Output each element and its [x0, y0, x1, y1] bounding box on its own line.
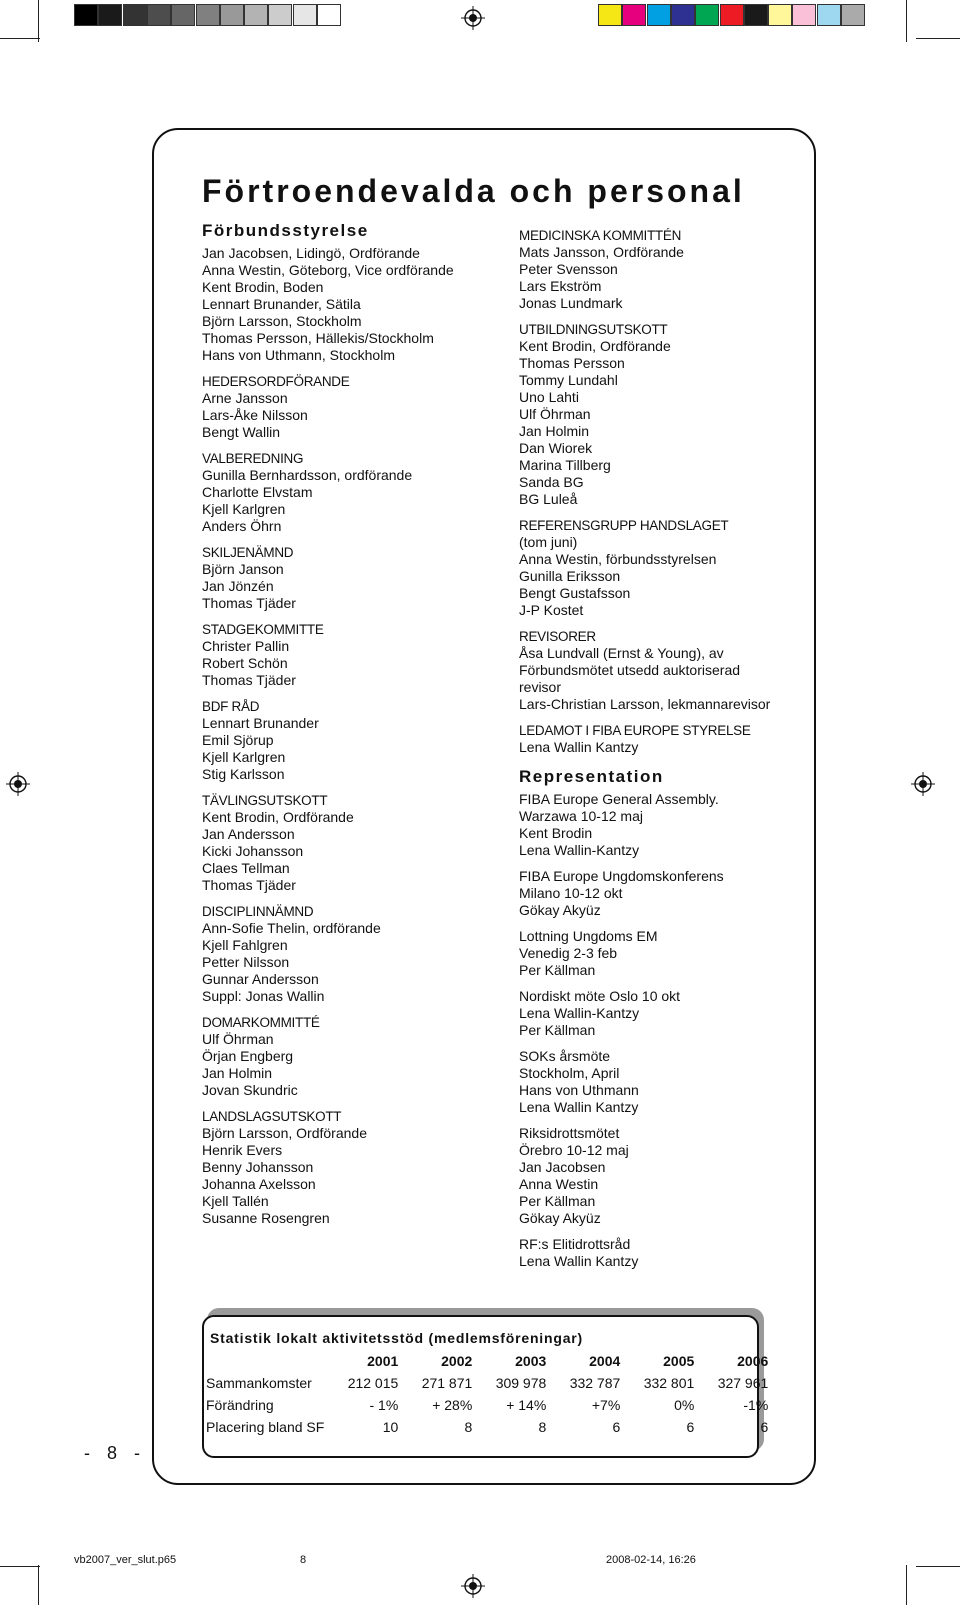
committee-heading: VALBEREDNING: [202, 451, 304, 466]
committee-member: Anders Öhrn: [202, 518, 282, 534]
table-cell: - 1%: [369, 1397, 399, 1413]
board-section: [202, 222, 502, 364]
committee-member: Arne Jansson: [202, 390, 288, 406]
table-header-year: 2001: [367, 1353, 399, 1369]
representation-line: Lena Wallin Kantzy: [519, 1099, 639, 1115]
committee-member: Bengt Wallin: [202, 424, 281, 440]
table-cell: 212 015: [347, 1375, 399, 1391]
table-row: [206, 1372, 768, 1394]
representation-line: Lena Wallin-Kantzy: [519, 842, 640, 858]
color-swatch: [647, 4, 671, 26]
crop-mark: [916, 1566, 960, 1567]
table-header-year: 2006: [737, 1353, 769, 1369]
table-row-label: Placering bland SF: [206, 1419, 325, 1435]
committee-member: Stig Karlsson: [202, 766, 285, 782]
representation-item: [519, 928, 809, 979]
committee-heading: UTBILDNINGSUTSKOTT: [519, 322, 668, 337]
table-row: [206, 1416, 768, 1438]
committee-member: Thomas Tjäder: [202, 595, 296, 611]
committee-member: Jan Jönzén: [202, 578, 274, 594]
registration-mark-icon: [911, 772, 935, 796]
table-cell: 332 801: [643, 1375, 695, 1391]
grey-swatch: [147, 4, 171, 26]
committee-member: Suppl: Jonas Wallin: [202, 988, 325, 1004]
table-cell: 332 787: [569, 1375, 621, 1391]
committee-member: Kent Brodin, Ordförande: [519, 338, 671, 354]
committee-heading: LANDSLAGSUTSKOTT: [202, 1109, 342, 1124]
table-cell: 8: [464, 1419, 473, 1435]
table-cell: 0%: [674, 1397, 695, 1413]
representation-line: RF:s Elitidrottsråd: [519, 1236, 631, 1252]
board-member: Kent Brodin, Boden: [202, 279, 324, 295]
grey-swatch: [196, 4, 220, 26]
representation-line: Per Källman: [519, 962, 596, 978]
committee-member: Lars Ekström: [519, 278, 602, 294]
representation-line: Gökay Akyüz: [519, 1210, 601, 1226]
committee-section: [202, 1014, 502, 1099]
table-cell: 10: [382, 1419, 399, 1435]
committee-heading: REFERENSGRUPP HANDSLAGET: [519, 518, 729, 533]
committee-member: Uno Lahti: [519, 389, 579, 405]
committee-member: Peter Svensson: [519, 261, 618, 277]
table-cell: +7%: [591, 1397, 621, 1413]
committee-section: [202, 450, 502, 535]
committee-member: Förbundsmötet utsedd auktoriserad: [519, 662, 741, 678]
table-cell: 309 978: [495, 1375, 547, 1391]
color-swatch: [744, 4, 768, 26]
table-row-label: Sammankomster: [206, 1375, 312, 1391]
board-member: Jan Jacobsen, Lidingö, Ordförande: [202, 245, 420, 261]
committee-member: Jan Holmin: [202, 1065, 273, 1081]
committee-heading: REVISORER: [519, 629, 596, 644]
board-member: Anna Westin, Göteborg, Vice ordförande: [202, 262, 454, 278]
color-swatch: [792, 4, 816, 26]
representation-line: Hans von Uthmann: [519, 1082, 639, 1098]
committee-section: [202, 698, 502, 783]
representation-line: Kent Brodin: [519, 825, 593, 841]
representation-item: [519, 1125, 809, 1227]
committee-heading: TÄVLINGSUTSKOTT: [202, 793, 328, 808]
representation-item: [519, 1048, 809, 1116]
committee-member: Ann-Sofie Thelin, ordförande: [202, 920, 381, 936]
table-cell: 6: [760, 1419, 769, 1435]
committee-member: Åsa Lundvall (Ernst & Young), av: [519, 645, 724, 661]
left-column: [202, 222, 502, 1236]
committee-section: [202, 903, 502, 1005]
representation-line: Lena Wallin-Kantzy: [519, 1005, 640, 1021]
committee-member: Örjan Engberg: [202, 1048, 294, 1064]
representation-list: [519, 791, 809, 1270]
committee-member: Thomas Tjäder: [202, 672, 296, 688]
committee-member: Kicki Johansson: [202, 843, 304, 859]
committee-member: BG Luleå: [519, 491, 578, 507]
color-swatch: [720, 4, 744, 26]
committee-section: [519, 227, 809, 312]
representation-line: Warzawa 10-12 maj: [519, 808, 643, 824]
footer-page: 8: [300, 1554, 307, 1566]
table-header-cell: [206, 1350, 324, 1372]
committee-member: Ulf Öhrman: [519, 406, 591, 422]
table-cell: 327 961: [717, 1375, 769, 1391]
committee-member: Jan Andersson: [202, 826, 295, 842]
committee-member: (tom juni): [519, 534, 578, 550]
committee-member: Benny Johansson: [202, 1159, 314, 1175]
committee-member: Lars-Åke Nilsson: [202, 407, 308, 423]
board-member: Hans von Uthmann, Stockholm: [202, 347, 395, 363]
registration-mark-icon: [461, 6, 485, 30]
representation-line: Riksidrottsmötet: [519, 1125, 620, 1141]
table-row-label: Förändring: [206, 1397, 274, 1413]
committee-section: [202, 544, 502, 612]
grey-swatch: [317, 4, 341, 26]
committee-member: Jovan Skundric: [202, 1082, 298, 1098]
committee-member: Marina Tillberg: [519, 457, 611, 473]
crop-mark: [38, 1565, 39, 1605]
crop-mark: [906, 1565, 907, 1605]
table-header-year: 2005: [663, 1353, 695, 1369]
committee-member: Emil Sjörup: [202, 732, 274, 748]
representation-item: [519, 988, 809, 1039]
committee-heading: MEDICINSKA KOMMITTÉN: [519, 228, 682, 243]
committee-member: Björn Larsson, Ordförande: [202, 1125, 367, 1141]
committee-section: [519, 321, 809, 508]
board-heading: Förbundsstyrelse: [202, 221, 369, 240]
committee-member: Thomas Persson: [519, 355, 625, 371]
committee-heading: DISCIPLINNÄMND: [202, 904, 314, 919]
representation-line: SOKs årsmöte: [519, 1048, 611, 1064]
committee-member: Jonas Lundmark: [519, 295, 623, 311]
color-swatch: [622, 4, 646, 26]
committee-section: [519, 517, 809, 619]
committee-member: Gunilla Eriksson: [519, 568, 621, 584]
representation-line: Milano 10-12 okt: [519, 885, 623, 901]
committee-member: Kjell Fahlgren: [202, 937, 288, 953]
representation-line: Venedig 2-3 feb: [519, 945, 618, 961]
committee-member: revisor: [519, 679, 562, 695]
grey-swatch: [268, 4, 292, 26]
grey-swatch: [171, 4, 195, 26]
committee-heading: DOMARKOMMITTÉ: [202, 1015, 320, 1030]
table-cell: 6: [612, 1419, 621, 1435]
stats-table: [206, 1350, 768, 1438]
color-swatch: [671, 4, 695, 26]
representation-line: Lottning Ungdoms EM: [519, 928, 658, 944]
representation-item: [519, 868, 809, 919]
right-committee-list: [519, 227, 809, 756]
committee-member: Lena Wallin Kantzy: [519, 739, 639, 755]
representation-line: Jan Jacobsen: [519, 1159, 606, 1175]
committee-member: Johanna Axelsson: [202, 1176, 316, 1192]
committee-member: Thomas Tjäder: [202, 877, 296, 893]
table-header-year: 2004: [589, 1353, 621, 1369]
board-member: Thomas Persson, Hällekis/Stockholm: [202, 330, 434, 346]
grey-swatch: [293, 4, 317, 26]
representation-line: Stockholm, April: [519, 1065, 620, 1081]
committee-section: [202, 621, 502, 689]
grey-swatch: [220, 4, 244, 26]
table-cell: 271 871: [421, 1375, 473, 1391]
table-header-row: [206, 1350, 768, 1372]
committee-section: [202, 373, 502, 441]
representation-section: [519, 768, 809, 1270]
grey-swatch: [123, 4, 147, 26]
committee-heading: HEDERSORDFÖRANDE: [202, 374, 350, 389]
committee-heading: LEDAMOT I FIBA EUROPE STYRELSE: [519, 723, 751, 738]
committee-member: Kjell Karlgren: [202, 501, 286, 517]
committee-member: Kent Brodin, Ordförande: [202, 809, 354, 825]
table-row: [206, 1394, 768, 1416]
committee-heading: BDF RÅD: [202, 699, 260, 714]
committee-member: Gunnar Andersson: [202, 971, 319, 987]
footer-filename: vb2007_ver_slut.p65: [74, 1554, 177, 1566]
committee-member: Henrik Evers: [202, 1142, 283, 1158]
committee-member: Kjell Karlgren: [202, 749, 286, 765]
committee-member: Susanne Rosengren: [202, 1210, 330, 1226]
committee-section: [519, 628, 809, 713]
table-header-year: 2003: [515, 1353, 547, 1369]
representation-line: FIBA Europe General Assembly.: [519, 791, 719, 807]
committee-section: [202, 1108, 502, 1227]
color-swatch: [695, 4, 719, 26]
committee-member: Björn Janson: [202, 561, 284, 577]
committee-member: J-P Kostet: [519, 602, 584, 618]
committee-member: Tommy Lundahl: [519, 372, 618, 388]
committee-member: Gunilla Bernhardsson, ordförande: [202, 467, 413, 483]
registration-mark-icon: [6, 772, 30, 796]
board-member: Lennart Brunander, Sätila: [202, 296, 361, 312]
color-swatch: [598, 4, 622, 26]
committee-section: [202, 792, 502, 894]
representation-item: [519, 791, 809, 859]
committee-member: Sanda BG: [519, 474, 584, 490]
committee-member: Ulf Öhrman: [202, 1031, 274, 1047]
page-title: Förtroendevalda och personal: [202, 173, 745, 209]
table-header-year: 2002: [441, 1353, 473, 1369]
grey-swatch: [74, 4, 98, 26]
board-member-list: [202, 245, 502, 364]
table-cell: -1%: [743, 1397, 769, 1413]
committee-heading: STADGEKOMMITTE: [202, 622, 324, 637]
right-column: [519, 227, 809, 1279]
committee-section: [519, 722, 809, 756]
committee-member: Christer Pallin: [202, 638, 290, 654]
representation-line: FIBA Europe Ungdomskonferens: [519, 868, 724, 884]
board-member: Björn Larsson, Stockholm: [202, 313, 362, 329]
crop-mark: [38, 0, 39, 42]
representation-line: Nordiskt möte Oslo 10 okt: [519, 988, 681, 1004]
committee-member: Lars-Christian Larsson, lekmannarevisor: [519, 696, 771, 712]
grey-swatch: [244, 4, 268, 26]
representation-line: Gökay Akyüz: [519, 902, 601, 918]
stats-table-title: Statistik lokalt aktivitetsstöd (medlemsföreningar): [210, 1330, 583, 1346]
committee-member: Charlotte Elvstam: [202, 484, 313, 500]
committee-heading: SKILJENÄMND: [202, 545, 294, 560]
registration-mark-icon: [461, 1574, 485, 1598]
grey-swatch: [98, 4, 122, 26]
representation-item: [519, 1236, 809, 1270]
left-committee-list: [202, 373, 502, 1227]
representation-line: Per Källman: [519, 1193, 596, 1209]
color-swatch: [817, 4, 841, 26]
crop-mark: [0, 1566, 40, 1567]
representation-line: Lena Wallin Kantzy: [519, 1253, 639, 1269]
page-number: - 8 -: [84, 1443, 147, 1463]
representation-heading: Representation: [519, 767, 664, 786]
committee-member: Dan Wiorek: [519, 440, 593, 456]
color-swatch: [841, 4, 865, 26]
committee-member: Claes Tellman: [202, 860, 290, 876]
table-cell: + 28%: [432, 1397, 473, 1413]
crop-mark: [906, 0, 907, 42]
table-cell: 6: [686, 1419, 695, 1435]
color-swatch: [768, 4, 792, 26]
committee-member: Mats Jansson, Ordförande: [519, 244, 684, 260]
table-cell: + 14%: [506, 1397, 547, 1413]
committee-member: Petter Nilsson: [202, 954, 290, 970]
committee-member: Anna Westin, förbundsstyrelsen: [519, 551, 717, 567]
crop-mark: [916, 38, 960, 39]
committee-member: Kjell Tallén: [202, 1193, 269, 1209]
table-cell: 8: [538, 1419, 547, 1435]
crop-mark: [0, 38, 40, 39]
representation-line: Anna Westin: [519, 1176, 599, 1192]
committee-member: Lennart Brunander: [202, 715, 319, 731]
committee-member: Bengt Gustafsson: [519, 585, 631, 601]
committee-member: Jan Holmin: [519, 423, 590, 439]
representation-line: Örebro 10-12 maj: [519, 1142, 629, 1158]
committee-member: Robert Schön: [202, 655, 288, 671]
representation-line: Per Källman: [519, 1022, 596, 1038]
footer-timestamp: 2008-02-14, 16:26: [606, 1554, 696, 1566]
